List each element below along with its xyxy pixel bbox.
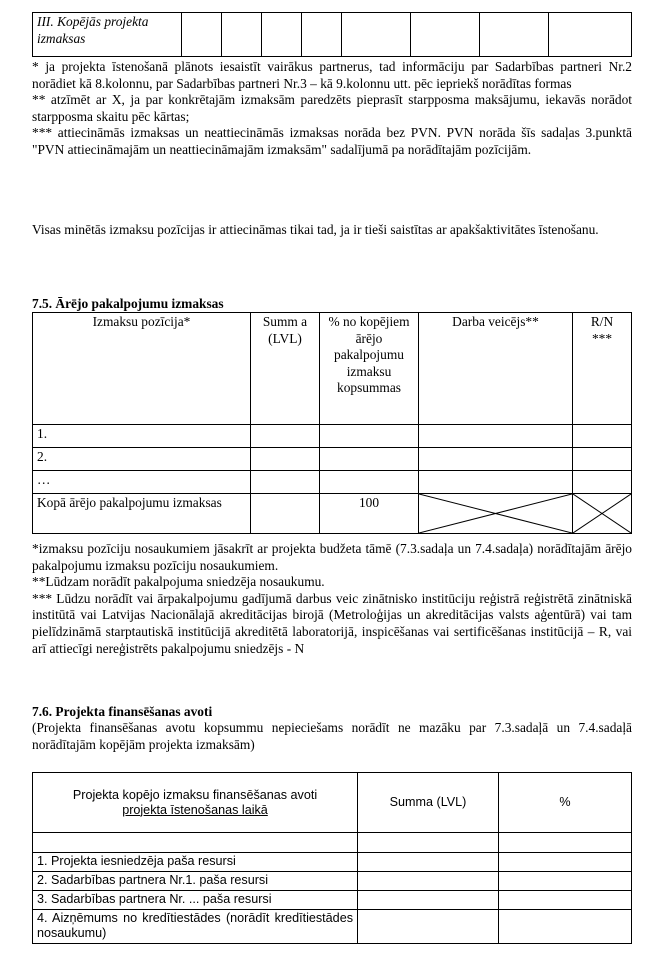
empty-cell xyxy=(342,13,411,57)
table-row xyxy=(33,853,632,872)
table-row xyxy=(33,425,632,448)
empty-cell xyxy=(573,471,632,494)
table-row xyxy=(33,910,632,944)
col-header-percent: % xyxy=(499,773,632,833)
empty-cell xyxy=(573,425,632,448)
funding-source-label: 2. Sadarbības partnera Nr.1. paša resursi xyxy=(33,872,358,891)
empty-cell xyxy=(358,853,499,872)
section-7-5-heading: 7.5. Ārējo pakalpojumu izmaksas xyxy=(32,296,224,311)
table-row xyxy=(33,891,632,910)
empty-cell xyxy=(499,891,632,910)
funding-source-header-line2: projekta īstenošanas laikā xyxy=(122,802,268,817)
empty-cell xyxy=(499,833,632,853)
footnote-partners: * ja projekta īstenošanā plānots iesaistīt vairākus partnerus, tad informāciju par Sadarbības partneri Nr.2 norādiet kā 8.kolonnu, par Sadarbības partneri Nr.3 – kā 9.kolonnu utt. pēc iepriekš norādītas formas xyxy=(32,59,632,91)
footnote-interim-payment: ** atzīmēt ar X, ja par konkrētajām izmaksām paredzēts pieprasīt starpposma maksājumu, iekavās norādot starpposma skaitu pēc kārtas; xyxy=(32,92,632,124)
col-header-funding-source xyxy=(33,773,358,833)
row-ellipsis: … xyxy=(33,471,251,494)
empty-cell xyxy=(251,494,320,534)
empty-cell xyxy=(411,13,480,57)
empty-cell xyxy=(320,425,419,448)
col-header-percent: % no kopējiem ārējo pakalpojumu izmaksu kopsummas xyxy=(320,313,419,425)
total-row xyxy=(33,494,632,534)
table-row xyxy=(33,872,632,891)
empty-cell xyxy=(499,910,632,944)
col-header-rn: R/N *** xyxy=(573,313,632,425)
col-header-sum: Summa (LVL) xyxy=(358,773,499,833)
empty-cell xyxy=(549,13,632,57)
funding-source-header-line1: Projekta kopējo izmaksu finansēšanas avoti xyxy=(72,787,318,802)
empty-cell xyxy=(480,13,549,57)
empty-cell xyxy=(302,13,342,57)
funding-source-label: 1. Projekta iesniedzēja paša resursi xyxy=(33,853,358,872)
empty-cell xyxy=(499,853,632,872)
empty-cell xyxy=(419,448,573,471)
empty-cell xyxy=(320,471,419,494)
total-project-costs-cell xyxy=(33,13,182,57)
col-header-sum: Summ a (LVL) xyxy=(251,313,320,425)
table-row xyxy=(33,833,632,853)
external-services-table xyxy=(32,312,632,534)
footnote-rn: *** Lūdzu norādīt vai ārpakalpojumu gadījumā darbus veic zinātnisko institūciju reģistrā reģistrētā zinātniskā institūtā vai Latvijas Nacionālajā akreditācijas birojā (Metroloģijas un akreditācijas valsts aģentūrā) vai tam pielīdzināmā starptautiskā institūcijā akreditētā laboratorijā, inspicēšanas vai sertificēšanas institūcijā – R, vai arī attiecīgi nereģistrēts pakalpojumu sniedzējs - N xyxy=(32,590,632,656)
project-costs-table xyxy=(32,12,632,57)
empty-cell xyxy=(262,13,302,57)
crossed-out-cell xyxy=(419,494,573,534)
total-percent: 100 xyxy=(320,494,419,534)
notes-block xyxy=(32,59,632,159)
cross-mark-icon xyxy=(573,494,631,533)
empty-cell xyxy=(320,448,419,471)
empty-cell xyxy=(33,833,358,853)
footnote-cost-names: *izmaksu pozīciju nosaukumiem jāsakrīt ar projekta budžeta tāmē (7.3.sadaļa un 7.4.sadaļa) norādītajām ārējo pakalpojumu izmaksu pozīciju nosaukumiem. xyxy=(32,541,632,573)
empty-cell xyxy=(573,448,632,471)
empty-cell xyxy=(358,872,499,891)
col-header-cost-item: Izmaksu pozīcija* xyxy=(33,313,251,425)
section-7-6-intro: (Projekta finansēšanas avotu kopsummu nepieciešams norādīt ne mazāku par 7.3.sadaļā un 7.4.sadaļā norādītajām kopējām projekta izmaksām) xyxy=(32,720,632,752)
cross-mark-icon xyxy=(419,494,572,533)
footnote-provider-name: **Lūdzam norādīt pakalpojuma sniedzēja nosaukumu. xyxy=(32,574,325,590)
footnote-vat: *** attiecināmās izmaksas un neattiecināmās izmaksas norāda bez PVN. PVN norāda šīs sadaļas 3.punktā "PVN attiecināmajām un neattiecināmajām izmaksām" sadalījumā pa norādītajām pozīcijām. xyxy=(32,125,632,157)
funding-sources-table xyxy=(32,772,632,944)
empty-cell xyxy=(222,13,262,57)
empty-cell xyxy=(419,425,573,448)
empty-cell xyxy=(251,471,320,494)
empty-cell xyxy=(251,448,320,471)
empty-cell xyxy=(182,13,222,57)
funding-source-label: 3. Sadarbības partnera Nr. ... paša resursi xyxy=(33,891,358,910)
crossed-out-cell xyxy=(573,494,632,534)
table-row xyxy=(33,471,632,494)
funding-source-label: 4. Aizņēmums no kredītiestādes (norādīt kredītiestādes nosaukumu) xyxy=(33,910,358,944)
empty-cell xyxy=(499,872,632,891)
section-7-6-heading: 7.6. Projekta finansēšanas avoti xyxy=(32,704,213,719)
total-project-costs-label: III. Kopējās projekta izmaksas xyxy=(37,14,149,46)
eligibility-note: Visas minētās izmaksu pozīcijas ir attiecināmas tikai tad, ja ir tieši saistītas ar apakšaktivitātes īstenošanu. xyxy=(32,222,599,237)
row-number: 1. xyxy=(33,425,251,448)
empty-cell xyxy=(251,425,320,448)
empty-cell xyxy=(419,471,573,494)
empty-cell xyxy=(358,910,499,944)
empty-cell xyxy=(358,891,499,910)
section-7-5-notes xyxy=(32,541,632,657)
table-row xyxy=(33,448,632,471)
col-header-contractor: Darba veicējs** xyxy=(419,313,573,425)
total-label: Kopā ārējo pakalpojumu izmaksas xyxy=(33,494,251,534)
row-number: 2. xyxy=(33,448,251,471)
empty-cell xyxy=(358,833,499,853)
